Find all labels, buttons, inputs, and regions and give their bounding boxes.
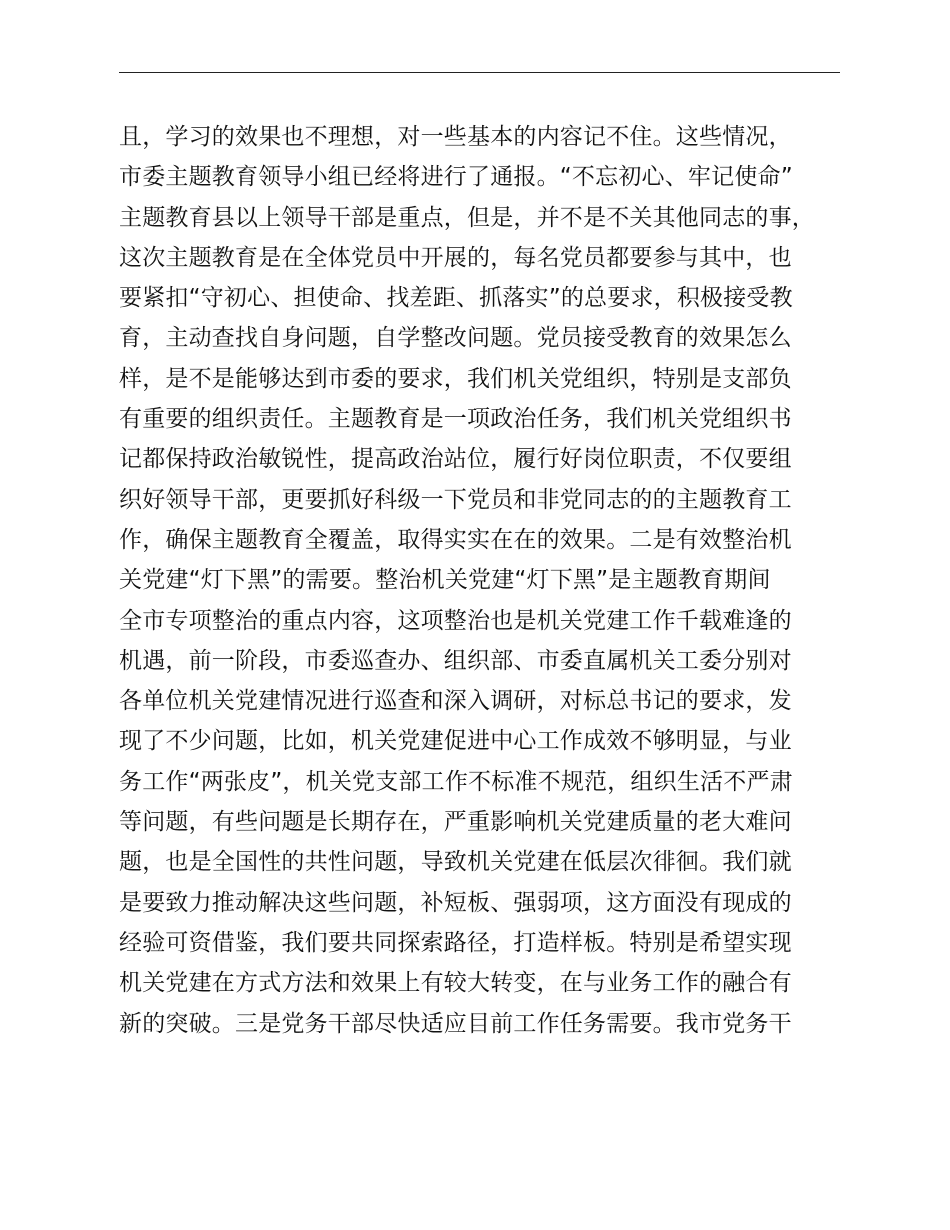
text-line: 经验可资借鉴，我们要共同探索路径，打造样板。特别是希望实现 <box>119 929 792 956</box>
text-line: 关党建“灯下黑”的需要。整治机关党建“灯下黑”是主题教育期间 <box>119 567 771 594</box>
text-line: 样，是不是能够达到市委的要求，我们机关党组织，特别是支部负 <box>119 365 792 392</box>
text-line: 各单位机关党建情况进行巡查和深入调研，对标总书记的要求，发 <box>119 688 792 715</box>
text-line: 务工作“两张皮”，机关党支部工作不标准不规范，组织生活不严肃 <box>119 768 793 795</box>
text-line: 机遇，前一阶段，市委巡查办、组织部、市委直属机关工委分别对 <box>119 647 792 674</box>
text-line: 有重要的组织责任。主题教育是一项政治任务，我们机关党组织书 <box>119 406 792 433</box>
text-line: 织好领导干部，更要抓好科级一下党员和非党同志的的主题教育工 <box>119 486 792 513</box>
text-line: 新的突破。三是党务干部尽快适应目前工作任务需要。我市党务干 <box>119 1010 792 1037</box>
header-rule <box>119 72 840 73</box>
text-line: 题，也是全国性的共性问题，导致机关党建在低层次徘徊。我们就 <box>119 849 792 876</box>
text-line: 市委主题教育领导小组已经将进行了通报。“不忘初心、牢记使命” <box>119 164 793 191</box>
text-line: 是要致力推动解决这些问题，补短板、强弱项，这方面没有现成的 <box>119 889 792 916</box>
text-line: 等问题，有些问题是长期存在，严重影响机关党建质量的老大难问 <box>119 809 792 836</box>
text-line: 现了不少问题，比如，机关党建促进中心工作成效不够明显，与业 <box>119 728 792 755</box>
body-text <box>119 117 879 1044</box>
text-line: 育，主动查找自身问题，自学整改问题。党员接受教育的效果怎么 <box>119 325 792 352</box>
text-line: 记都保持政治敏锐性，提高政治站位，履行好岗位职责，不仅要组 <box>119 446 792 473</box>
text-line: 全市专项整治的重点内容，这项整治也是机关党建工作千载难逢的 <box>119 607 792 634</box>
text-line: 作，确保主题教育全覆盖，取得实实在在的效果。二是有效整治机 <box>119 526 792 553</box>
text-line: 且，学习的效果也不理想，对一些基本的内容记不住。这些情况， <box>119 124 792 150</box>
text-line: 主题教育县以上领导干部是重点，但是，并不是不关其他同志的事， <box>119 204 815 231</box>
text-line: 这次主题教育是在全体党员中开展的，每名党员都要参与其中，也 <box>119 244 792 271</box>
text-line: 机关党建在方式方法和效果上有较大转变，在与业务工作的融合有 <box>119 970 792 997</box>
text-line: 要紧扣“守初心、担使命、找差距、抓落实”的总要求，积极接受教 <box>119 285 793 312</box>
